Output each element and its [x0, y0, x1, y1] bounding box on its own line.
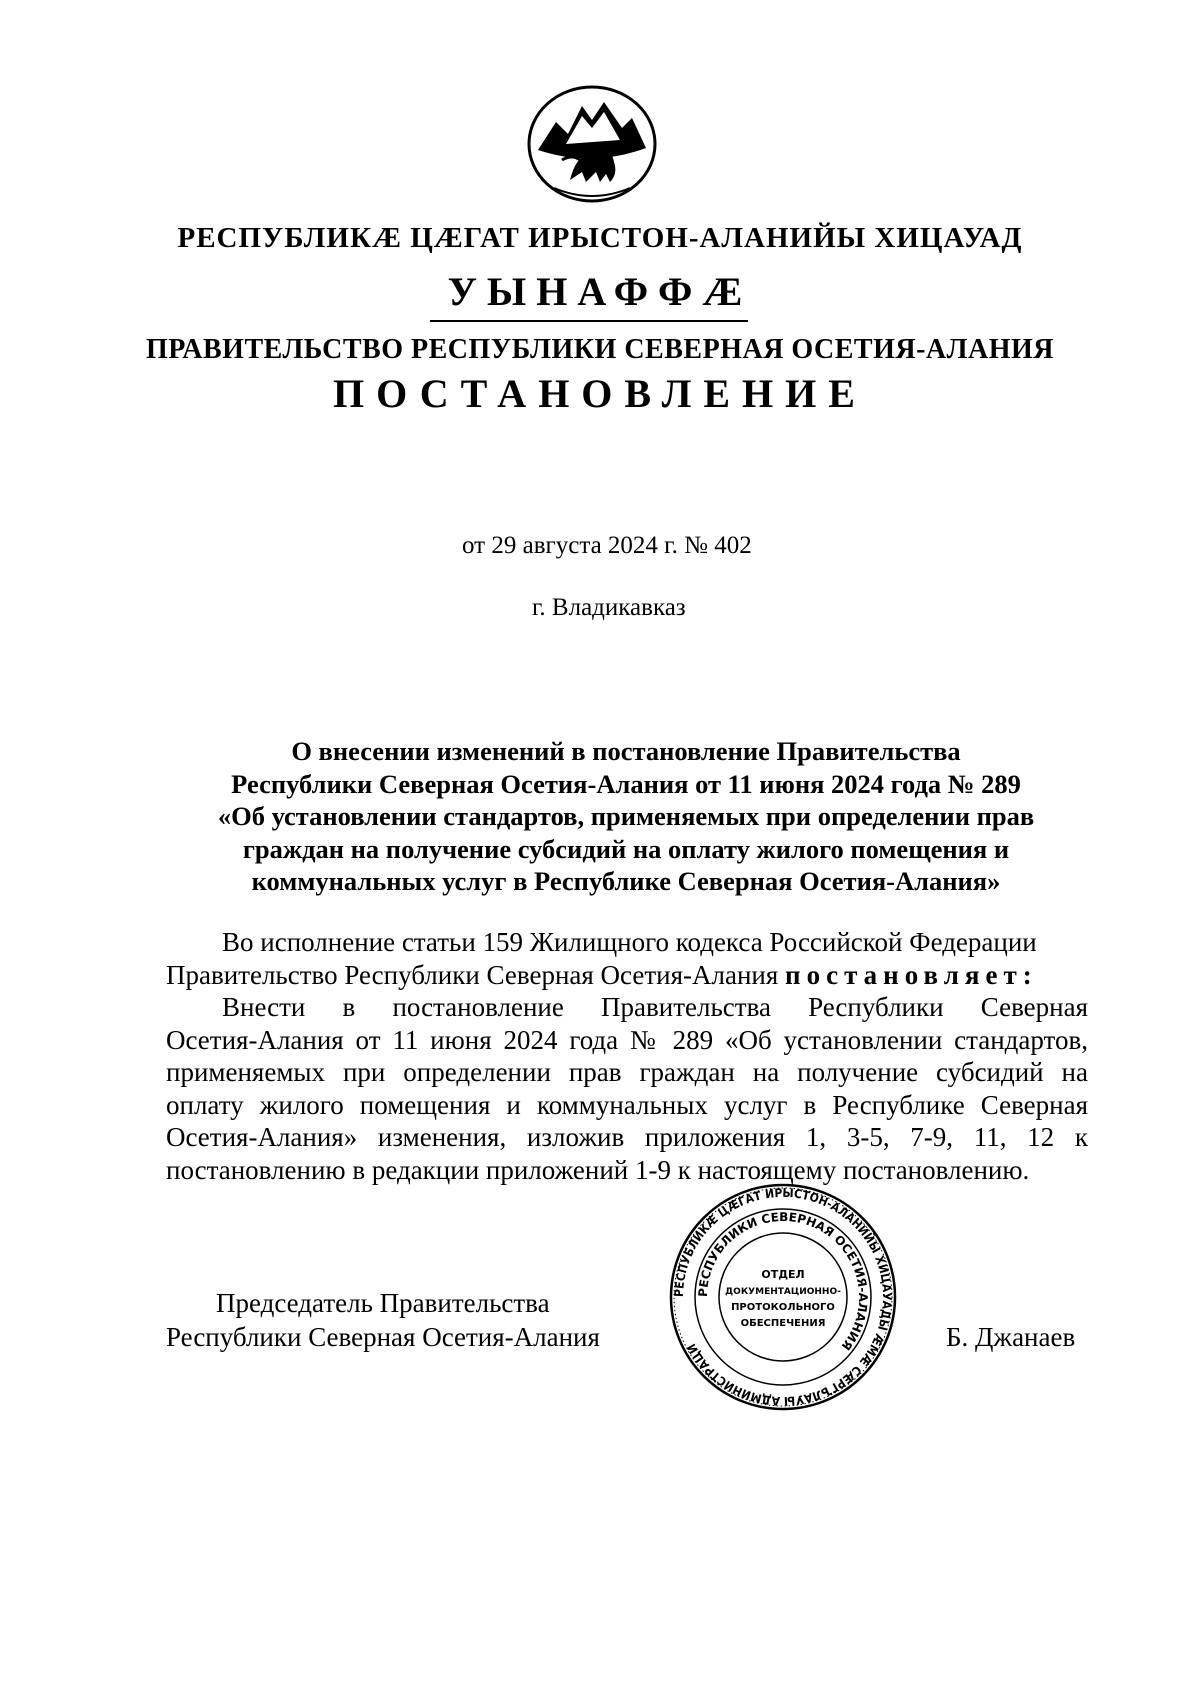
- body-line: Осетия-Алания от 11 июня 2024 года № 289 «Об установлении стандартов,: [166, 1024, 1088, 1055]
- body-line: применяемых при определении прав граждан на получение субсидий на: [166, 1057, 1088, 1087]
- signer-position-line2: Республики Северная Осетия-Алания: [166, 1322, 600, 1352]
- russian-organization-name: ПРАВИТЕЛЬСТВО РЕСПУБЛИКИ СЕВЕРНАЯ ОСЕТИЯ-АЛАНИЯ: [145, 334, 1055, 365]
- body-text: Правительство Республики Северная Осетия-Алания: [166, 959, 779, 990]
- seal-center-line: ПРОТОКОЛЬНОГО: [731, 1302, 835, 1313]
- title-line: «Об установлении стандартов, применяемых при определении прав: [217, 801, 1035, 831]
- signer-name: Б. Джанаев: [946, 1322, 1076, 1352]
- title-line: О внесении изменений в постановление Правительства: [291, 736, 961, 766]
- document-body: [166, 926, 1088, 1186]
- coat-of-arms-emblem: [526, 84, 658, 204]
- resolves-keyword: постановляет:: [785, 959, 1038, 990]
- body-line: оплату жилого помещения и коммунальных услуг в Республике Северная: [166, 1089, 1088, 1120]
- signer-position-line1: Председатель Правительства: [216, 1288, 550, 1318]
- header-divider: [430, 320, 748, 322]
- document-date-number: от 29 августа 2024 г. № 402: [462, 532, 752, 559]
- seal-outer-text: РЕСПУБЛИКӔ ЦӔГАТ ИРЫСТОН-АЛАНИЙЫ ХИЦАУАДЫ ӔМӔ СӔРГЪЛАУЫ АДМИНИСТРАЦИ: [671, 1185, 895, 1409]
- document-title: [160, 735, 1092, 898]
- official-seal-stamp: [668, 1182, 898, 1412]
- seal-center-line: ДОКУМЕНТАЦИОННО-: [725, 1287, 841, 1297]
- body-line: Осетия-Алания» изменения, изложив приложения 1, 3-5, 7-9, 11, 12 к: [166, 1122, 1088, 1152]
- document-city: г. Владикавказ: [532, 594, 686, 621]
- seal-center-line: ОТДЕЛ: [761, 1268, 805, 1281]
- osetian-document-type: УЫНАФФӔ: [447, 269, 753, 314]
- body-line: Во исполнение статьи 159 Жилищного кодекса Российской Федерации: [222, 927, 1037, 957]
- title-line: граждан на получение субсидий на оплату жилого помещения и: [242, 833, 1010, 864]
- seal-center-line: ОБЕСПЕЧЕНИЯ: [740, 1318, 826, 1329]
- body-line: Внести в постановление Правительства Республики Северная: [222, 992, 1088, 1022]
- title-line: Республики Северная Осетия-Алания от 11 июня 2024 года № 289: [231, 768, 1021, 799]
- body-line: постановлению в редакции приложений 1-9 к настоящему постановлению.: [166, 1154, 1030, 1185]
- body-line: [166, 959, 1088, 992]
- osetian-organization-name: РЕСПУБЛИКӔ ЦӔГАТ ИРЫСТОН-АЛАНИЙЫ ХИЦАУАД: [177, 222, 1023, 254]
- seal-inner-text: РЕСПУБЛИКИ СЕВЕРНАЯ ОСЕТИЯ-АЛАНИЯ: [695, 1209, 871, 1353]
- title-line: коммунальных услуг в Республике Северная Осетия-Алания»: [251, 866, 1001, 896]
- russian-document-type: ПОСТАНОВЛЕНИЕ: [333, 371, 867, 416]
